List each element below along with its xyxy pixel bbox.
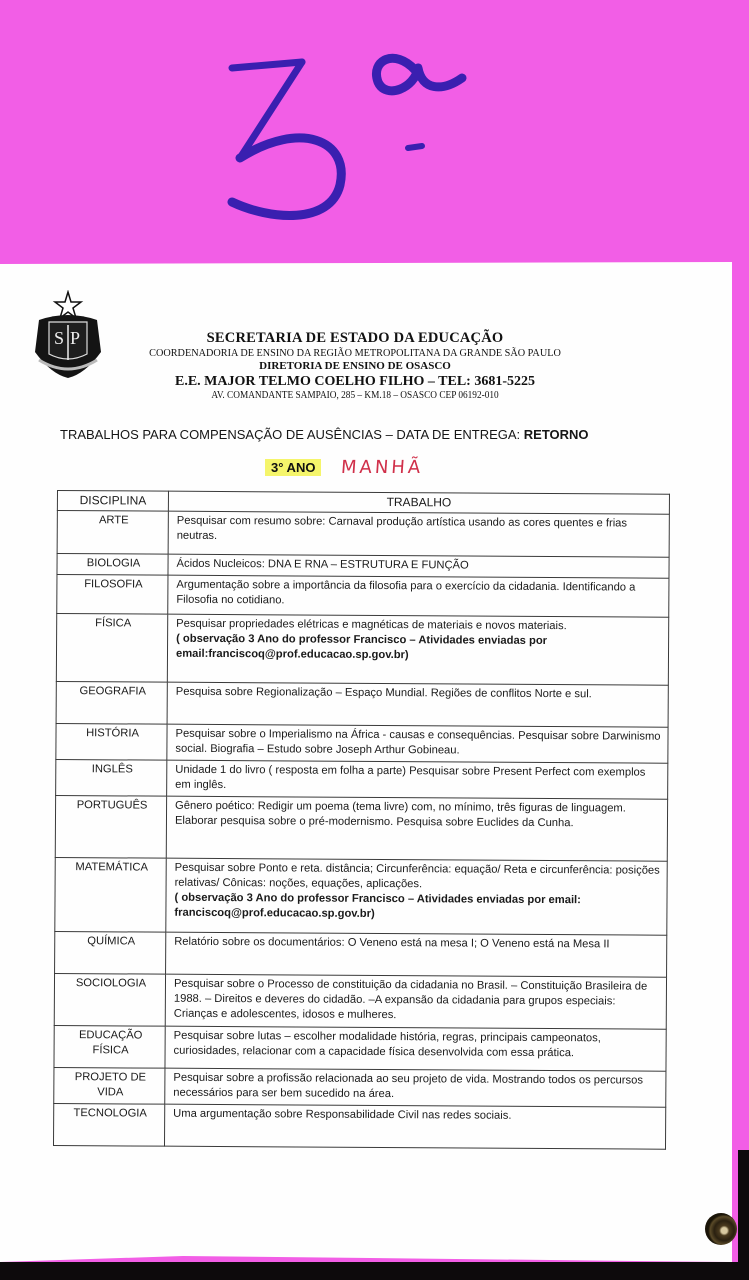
task-cell [168,511,669,557]
table-row [56,723,668,763]
grade-line [265,455,424,479]
document-title [60,427,620,442]
discipline-cell: GEOGRAFIA [56,681,167,724]
task-cell [165,1026,666,1071]
task-text: Pesquisar sobre a profissão relacionada ao seu projeto de vida. Mostrando todos os percursos necessários para ser bem sucedido na área. [173,1071,643,1101]
sp-coat-of-arms-logo [25,290,111,382]
assignments-table [53,490,670,1150]
task-text: Pesquisa sobre Regionalização – Espaço Mundial. Regiões de conflitos Norte e sul. [175,685,592,701]
task-cell [165,1068,666,1107]
discipline-cell: PROJETO DE VIDA [54,1067,165,1104]
handwritten-grade-heading [210,20,470,220]
task-text: Pesquisar sobre o Imperialismo na África - causas e consequências. Pesquisar sobre Darwinismo social. Biografia – Estudo sobre Joseph Arthur Gobineau. [175,727,661,757]
task-cell [168,554,669,578]
table-row [53,1103,665,1149]
svg-text:S: S [54,328,65,348]
task-cell [167,614,668,685]
discipline-cell: SOCIOLOGIA [54,973,165,1026]
task-text: Argumentação sobre a importância da filosofia para o exercício da cidadania. Identificando a Filosofia no cotidiano. [176,578,636,607]
discipline-cell: TECNOLOGIA [53,1103,164,1146]
task-cell [166,858,667,935]
task-text: Uma argumentação sobre Responsabilidade Civil nas redes sociais. [173,1107,512,1122]
svg-text:P: P [70,328,81,348]
due-date: RETORNO [523,427,589,442]
background-dark-edge [0,1262,749,1280]
title-text: TRABALHOS PARA COMPENSAÇÃO DE AUSÊNCIAS – DATA DE ENTREGA: [60,427,524,442]
task-cell [167,760,668,799]
task-text: Gênero poético: Redigir um poema (tema livre) com, no mínimo, três figuras de linguagem. Elaborar pesquisa sobre o pré-modernismo. Pesquisa sobre Euclides da Cunha. [174,799,626,830]
table-row [55,795,667,861]
handwritten-shift: MANHÃ [340,456,425,478]
task-cell [167,724,668,763]
letterhead-coordenadoria: COORDENADORIA DE ENSINO DA REGIÃO METROPOLITANA DA GRANDE SÃO PAULO [149,347,561,359]
grade-badge: 3° ANO [265,459,321,476]
table-row [54,1025,666,1071]
discipline-cell: EDUCAÇÃO FÍSICA [54,1025,165,1068]
letterhead-school-name: E.E. MAJOR TELMO COELHO FILHO – TEL: 3681-5225 [174,374,536,389]
background-dark-edge-right [738,1150,749,1280]
discipline-cell: INGLÊS [56,759,167,796]
thumbtack-icon [705,1213,737,1245]
discipline-cell: FILOSOFIA [57,575,168,615]
letterhead-diretoria: DIRETORIA DE ENSINO DE OSASCO [259,360,451,372]
task-text: Pesquisar sobre Ponto e reta. distância; Circunferência: equação/ Reta e circunferência: posições relativas/ Cônicas: noções, equações, aplicações. [174,861,660,891]
task-text: Pesquisar com resumo sobre: Carnaval produção artística usando as cores quentes e frias neutras. [176,514,628,542]
table-row [56,614,668,686]
task-cell [164,1104,665,1149]
table-row [57,511,669,558]
task-text: Unidade 1 do livro ( resposta em folha a parte) Pesquisar sobre Present Perfect com exemplos em inglês. [175,763,646,792]
task-cell [168,575,669,617]
table-row [55,857,667,935]
header-discipline: DISCIPLINA [57,491,168,512]
task-text: Relatório sobre os documentários: O Veneno está na mesa I; O Veneno está na Mesa II [174,935,610,951]
task-cell [167,682,668,727]
discipline-cell: FÍSICA [56,614,167,683]
table-row [54,1067,666,1107]
task-cell [166,796,667,861]
table-row [54,973,666,1029]
table-row [57,575,669,618]
table-row [56,681,668,727]
discipline-cell: PORTUGUÊS [55,795,166,858]
table-row [56,759,668,799]
task-note-email: ( observação 3 Ano do professor Francisco – Atividades enviadas por email: franciscoq@prof.educacao.sp.gov.br) [174,891,581,920]
discipline-cell: ARTE [57,511,168,555]
discipline-cell: QUÍMICA [55,931,166,974]
table-row [55,931,667,977]
header-task: TRABALHO [168,491,669,514]
discipline-cell: BIOLOGIA [57,554,168,576]
task-note-email: ( observação 3 Ano do professor Francisco – Atividades enviadas por email:franciscoq@prof.educacao.sp.gov.br) [175,632,548,662]
task-text: Pesquisar propriedades elétricas e magnéticas de materiais e novos materiais. [176,617,567,633]
task-cell [165,974,666,1029]
letterhead-address: AV. COMANDANTE SAMPAIO, 285 – KM.18 – OSASCO CEP 06192-010 [211,390,499,401]
task-text: Ácidos Nucleicos: DNA E RNA – ESTRUTURA E FUNÇÃO [176,557,469,572]
task-text: Pesquisar sobre o Processo de constituição da cidadania no Brasil. – Constituição Brasileira de 1988. – Direitos e deveres do cidadão. –A expansão da cidadania para grupos especiais: Crianças e adolescentes, idosos e mulheres. [173,977,648,1022]
task-text: Pesquisar sobre lutas – escolher modalidade história, regras, principais campeonatos, curiosidades, relacionar com a capacidade física desenvolvida com essa prática. [173,1029,601,1060]
letterhead-secretaria: SECRETARIA DE ESTADO DA EDUCAÇÃO [206,330,504,346]
discipline-cell: MATEMÁTICA [55,857,166,932]
letterhead [120,330,590,402]
task-cell [166,932,667,977]
discipline-cell: HISTÓRIA [56,723,167,760]
